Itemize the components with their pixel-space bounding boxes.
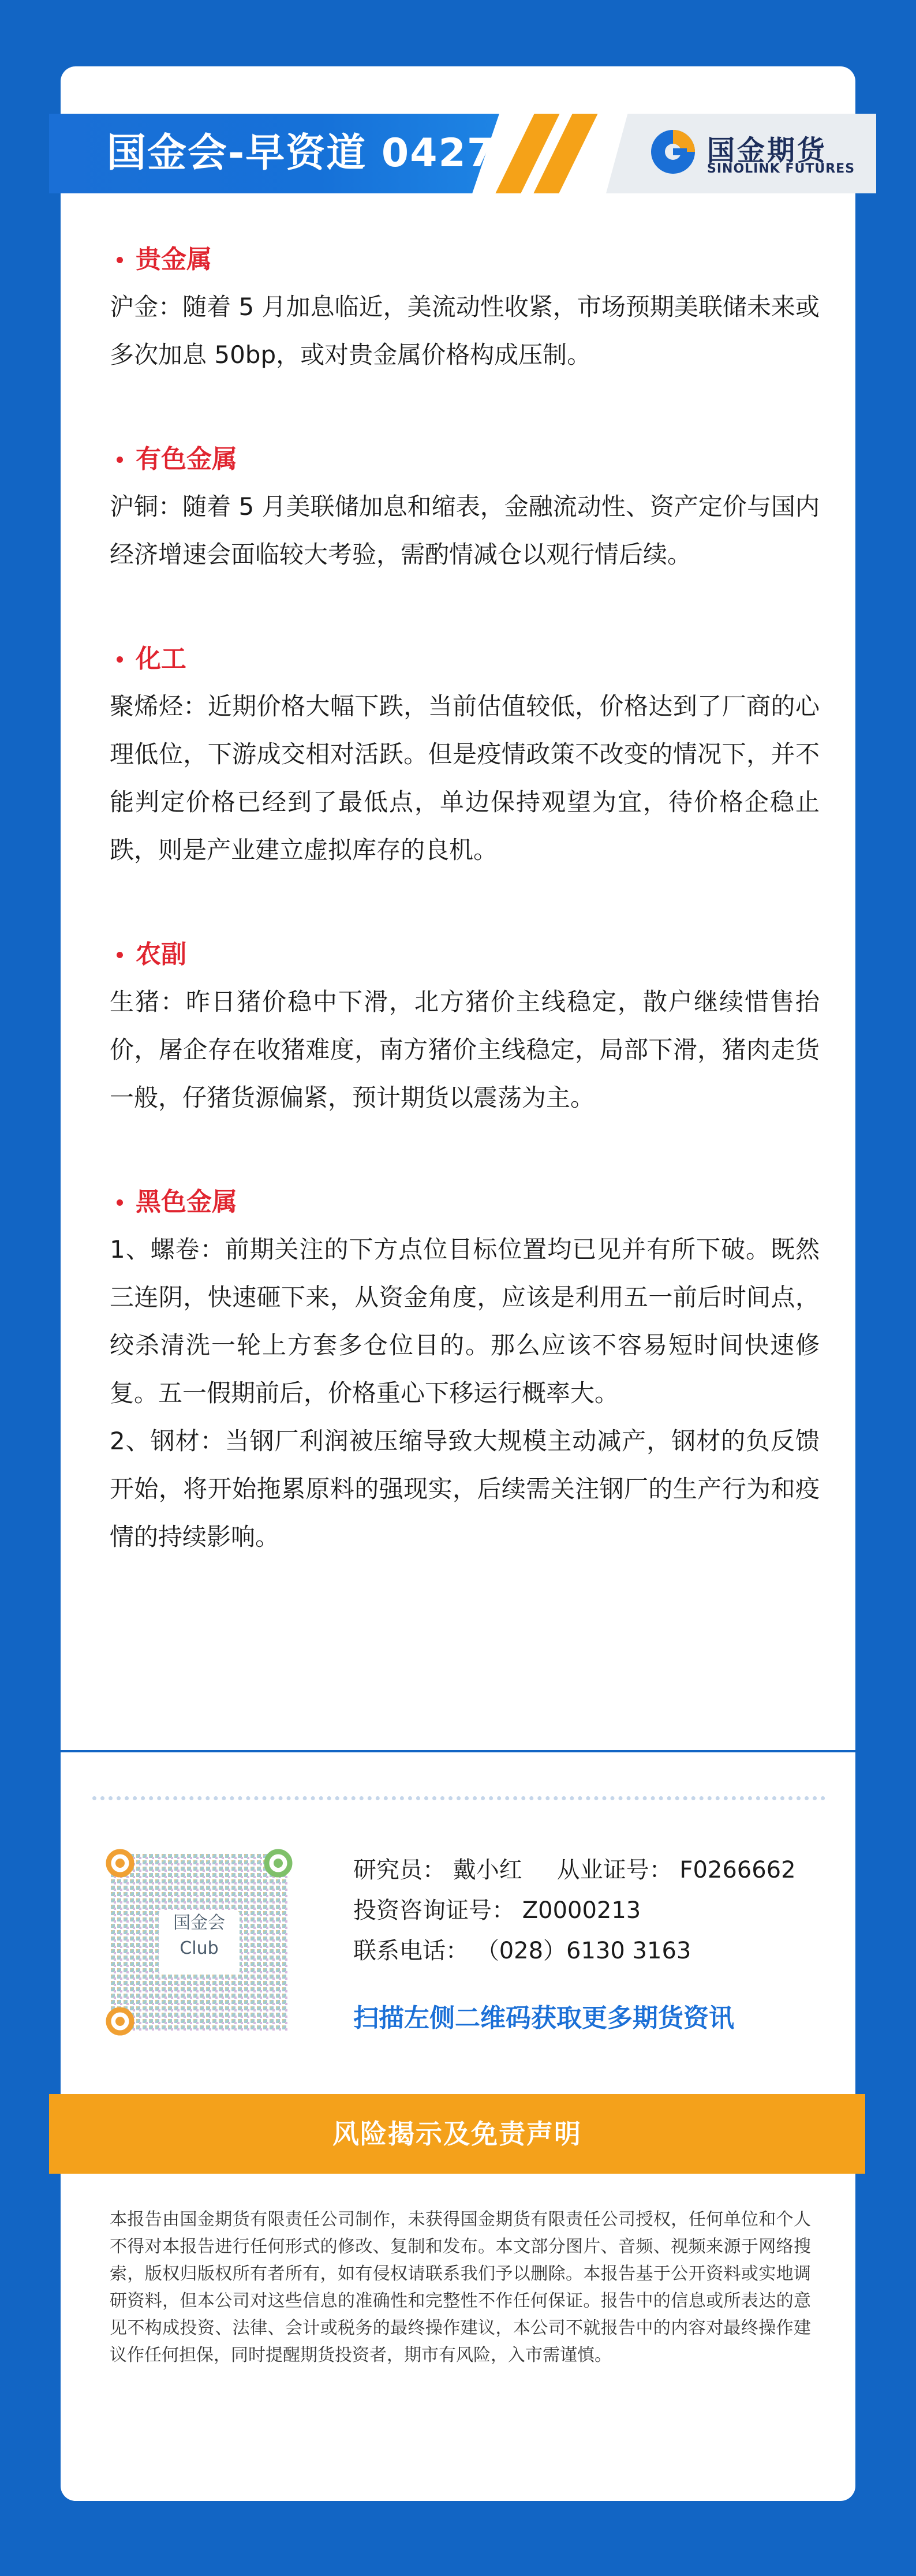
license-number: 从业证号： F0266662 (556, 1857, 796, 1883)
section-title-text: 有色金属 (136, 444, 237, 474)
brand-logo-icon (649, 128, 697, 175)
section-paragraph: 沪金：随着 5 月加息临近，美流动性收紧，市场预期美联储未来或多次加息 50bp，或对贵金属价格构成压制。 (110, 293, 820, 369)
section-title-text: 农副 (136, 940, 186, 969)
section-chemicals (110, 636, 820, 874)
phone-row: 联系电话： （028）6130 3163 (353, 1938, 691, 1964)
section-title-text: 黑色金属 (136, 1187, 237, 1217)
bullet-icon (117, 656, 123, 663)
divider-band (0, 1750, 916, 1752)
bullet-icon (117, 1199, 123, 1206)
section-title (110, 436, 820, 483)
report-content (110, 237, 820, 1618)
section-paragraph: 2、钢材：当钢厂利润被压缩导致大规模主动减产，钢材的负反馈开始，将开始拖累原料的强现实，后续需关注钢厂的生产行为和疫情的持续影响。 (110, 1427, 820, 1551)
section-agriculture (110, 932, 820, 1121)
risk-disclosure-banner: 风险揭示及免责声明 (49, 2094, 865, 2174)
section-paragraph: 聚烯烃：近期价格大幅下跌，当前估值较低，价格达到了厂商的心理低位，下游成交相对活跃。但是疫情政策不改变的情况下，并不能判定价格已经到了最低点，单边保持观望为宜，待价格企稳止跌，则是产业建立虚拟库存的良机。 (110, 692, 820, 864)
section-title-text: 化工 (136, 644, 186, 674)
section-paragraph: 沪铜：随着 5 月美联储加息和缩表，金融流动性、资产定价与国内经济增速会面临较大考验，需酌情减仓以观行情后续。 (110, 492, 820, 569)
scan-tip: 扫描左侧二维码获取更多期货资讯 (353, 2003, 734, 2033)
section-precious-metals (110, 237, 820, 379)
qr-center-label (104, 1910, 294, 1961)
section-paragraph: 生猪：昨日猪价稳中下滑，北方猪价主线稳定，散户继续惜售抬价，屠企存在收猪难度，南方猪价主线稳定，局部下滑，猪肉走货一般，仔猪货源偏紧，预计期货以震荡为主。 (110, 988, 820, 1112)
section-ferrous-metals (110, 1179, 820, 1561)
qr-label-line: 国金会 (173, 1913, 225, 1933)
bullet-icon (117, 457, 123, 463)
researcher-name: 研究员： 戴小红 (353, 1857, 522, 1883)
brand-name-en: SINOLINK FUTURES (707, 162, 855, 176)
section-paragraph: 1、螺卷：前期关注的下方点位目标位置均已见并有所下破。既然三连阴，快速砸下来，从资金角度，应该是利用五一前后时间点，绞杀清洗一轮上方套多仓位目的。那么应该不容易短时间快速修复。五一假期前后，价格重心下移运行概率大。 (110, 1235, 820, 1407)
contact-info (353, 1850, 796, 1971)
bullet-icon (117, 952, 123, 958)
qr-label-line: Club (180, 1938, 219, 1958)
section-title (110, 932, 820, 978)
section-title-text: 贵金属 (136, 245, 212, 274)
researcher-row (353, 1850, 796, 1890)
section-title (110, 1179, 820, 1225)
page-title: 国金会-早资道 0427 (107, 130, 496, 176)
disclaimer-text: 本报告由国金期货有限责任公司制作，未获得国金期货有限责任公司授权，任何单位和个人不得对本报告进行任何形式的修改、复制和发布。本文部分图片、音频、视频来源于网络搜索，版权归版权所有者所有，如有侵权请联系我们予以删除。本报告基于公开资料或实地调研资料，但本公司对这些信息的准确性和完整性不作任何保证。报告中的信息或所表达的意见不构成投资、法律、会计或税务的最终操作建议，本公司不就报告中的内容对最终操作建议作任何担保，同时提醒期货投资者，期市有风险，入市需谨慎。 (110, 2209, 811, 2365)
section-nonferrous-metals (110, 436, 820, 578)
dotted-divider (92, 1796, 825, 1800)
section-title (110, 636, 820, 682)
bullet-icon (117, 257, 123, 263)
brand-name-cn: 国金期货 (707, 134, 828, 167)
consult-license-row: 投资咨询证号： Z0000213 (353, 1897, 641, 1924)
section-title (110, 237, 820, 283)
